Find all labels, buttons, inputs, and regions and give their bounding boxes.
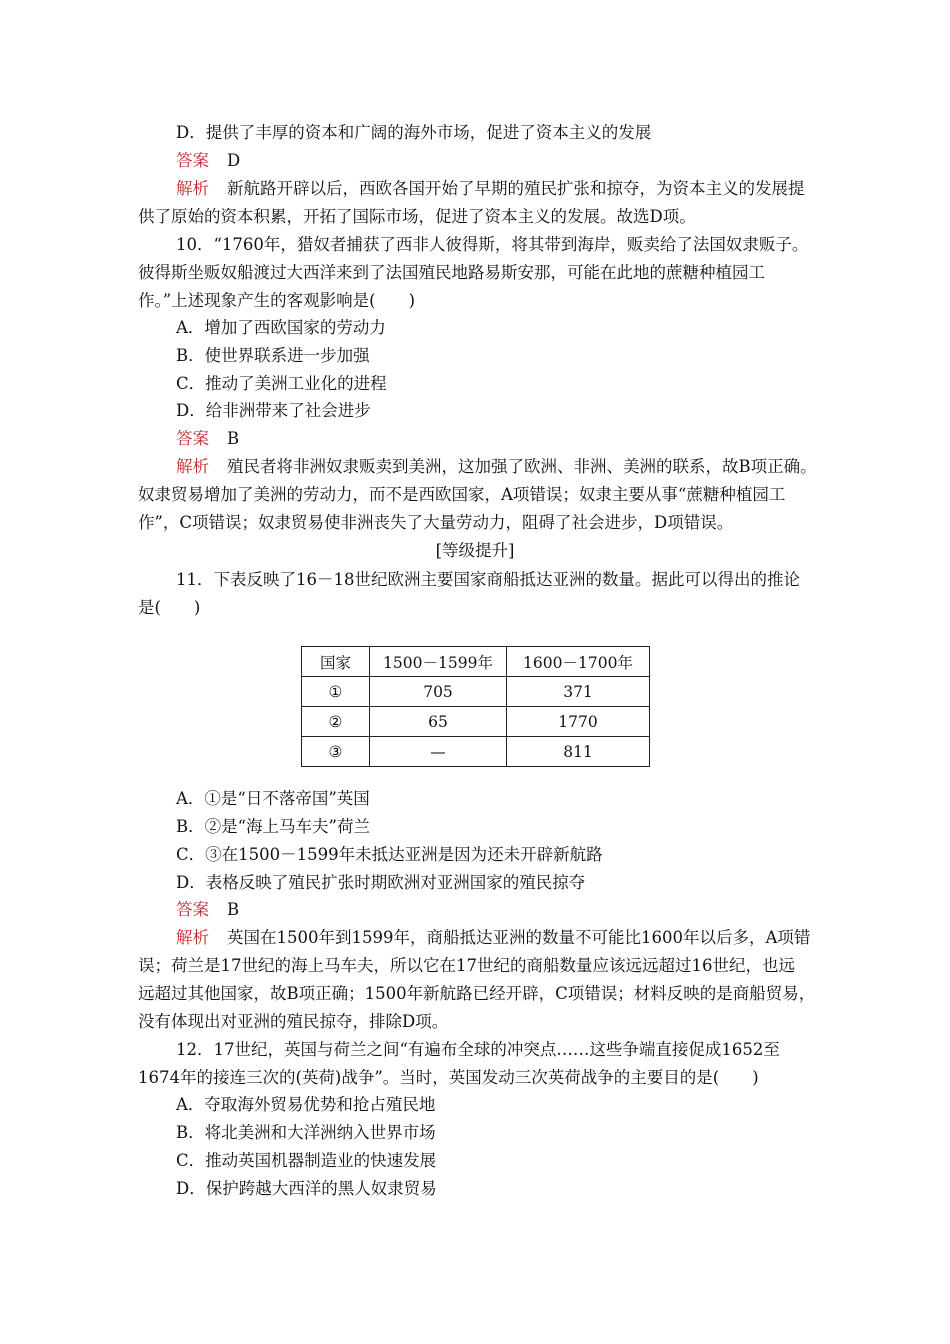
table-cell: 65 [370,707,507,737]
section-title: [等级提升] [435,541,515,560]
q10-analysis-line3: 作”，C项错误；奴隶贸易使非洲丧失了大量劳动力，阻碍了社会进步，D项错误。 [138,513,734,532]
answer-label: 答案 [176,900,209,919]
q10-analysis [176,457,817,477]
q11-option-b: B．②是“海上马车夫”荷兰 [176,817,370,836]
q9-analysis-line2: 供了原始的资本积累，开拓了国际市场，促进了资本主义的发展。故选D项。 [138,207,696,226]
q11-option-a: A．①是“日不落帝国”英国 [176,789,370,808]
table-cell: ① [302,677,370,707]
q11-analysis-line4: 没有体现出对亚洲的殖民掠夺，排除D项。 [138,1012,449,1031]
q11-analysis-line3: 远超过其他国家，故B项正确；1500年新航路已经开辟，C项错误；材料反映的是商船贸易， [138,984,816,1003]
table-cell: 1770 [507,707,650,737]
table-cell: 371 [507,677,650,707]
analysis-text: 殖民者将非洲奴隶贩卖到美洲，这加强了欧洲、非洲、美洲的联系，故B项正确。 [227,457,817,476]
answer-value: D [227,151,241,170]
q10-stem-line1: 10．“1760年，猎奴者捕获了西非人彼得斯，将其带到海岸，贩卖给了法国奴隶贩子。 [176,235,809,254]
q12-stem-line1: 12．17世纪，英国与荷兰之间“有遍布全球的冲突点……这些争端直接促成1652至 [176,1040,780,1059]
analysis-label: 解析 [176,179,209,198]
table-cell: ② [302,707,370,737]
q10-option-b: B．使世界联系进一步加强 [176,346,370,365]
q12-stem-line2: 1674年的接连三次的(英荷)战争”。当时，英国发动三次英荷战争的主要目的是( ) [138,1068,759,1087]
table-header-cell: 国家 [302,647,370,677]
answer-label: 答案 [176,151,209,170]
table-header-cell: 1500－1599年 [370,647,507,677]
analysis-label: 解析 [176,457,209,476]
q12-option-a: A．夺取海外贸易优势和抢占殖民地 [176,1095,436,1114]
q10-option-c: C．推动了美洲工业化的进程 [176,374,387,393]
q9-analysis [176,179,805,199]
merchant-ship-table [301,646,650,767]
table-row [302,677,650,707]
q10-stem-line3: 作。”上述现象产生的客观影响是( ) [138,291,416,310]
q9-option-d: D．提供了丰厚的资本和广阔的海外市场，促进了资本主义的发展 [176,123,652,142]
table-row [302,737,650,767]
table-row [302,707,650,737]
q12-option-b: B．将北美洲和大洋洲纳入世界市场 [176,1123,436,1142]
analysis-text: 英国在1500年到1599年，商船抵达亚洲的数量不可能比1600年以后多，A项错 [227,928,811,947]
q12-option-c: C．推动英国机器制造业的快速发展 [176,1151,437,1170]
q9-answer [176,151,240,171]
answer-label: 答案 [176,429,209,448]
table-header-cell: 1600－1700年 [507,647,650,677]
q11-analysis [176,928,810,948]
table-cell: ③ [302,737,370,767]
q11-answer [176,900,239,920]
q10-option-a: A．增加了西欧国家的劳动力 [176,318,386,337]
q11-analysis-line2: 误；荷兰是17世纪的海上马车夫，所以它在17世纪的商船数量应该远远超过16世纪，也远 [138,956,795,975]
table-cell: 705 [370,677,507,707]
q10-analysis-line2: 奴隶贸易增加了美洲的劳动力，而不是西欧国家，A项错误；奴隶主要从事“蔗糖种植园工 [138,485,786,504]
table-cell: — [370,737,507,767]
q10-answer [176,429,239,449]
q11-stem-line2: 是( ) [138,598,201,617]
analysis-label: 解析 [176,928,209,947]
q10-option-d: D．给非洲带来了社会进步 [176,401,371,420]
table-cell: 811 [507,737,650,767]
answer-value: B [227,429,240,448]
answer-value: B [227,900,240,919]
q12-option-d: D．保护跨越大西洋的黑人奴隶贸易 [176,1179,437,1198]
q10-stem-line2: 彼得斯坐贩奴船渡过大西洋来到了法国殖民地路易斯安那，可能在此地的蔗糖种植园工 [138,263,765,282]
q11-option-d: D．表格反映了殖民扩张时期欧洲对亚洲国家的殖民掠夺 [176,873,586,892]
table-header-row [302,647,650,677]
analysis-text: 新航路开辟以后，西欧各国开始了早期的殖民扩张和掠夺，为资本主义的发展提 [227,179,805,198]
q11-option-c: C．③在1500－1599年未抵达亚洲是因为还未开辟新航路 [176,845,603,864]
q11-stem-line1: 11．下表反映了16－18世纪欧洲主要国家商船抵达亚洲的数量。据此可以得出的推论 [176,570,800,589]
